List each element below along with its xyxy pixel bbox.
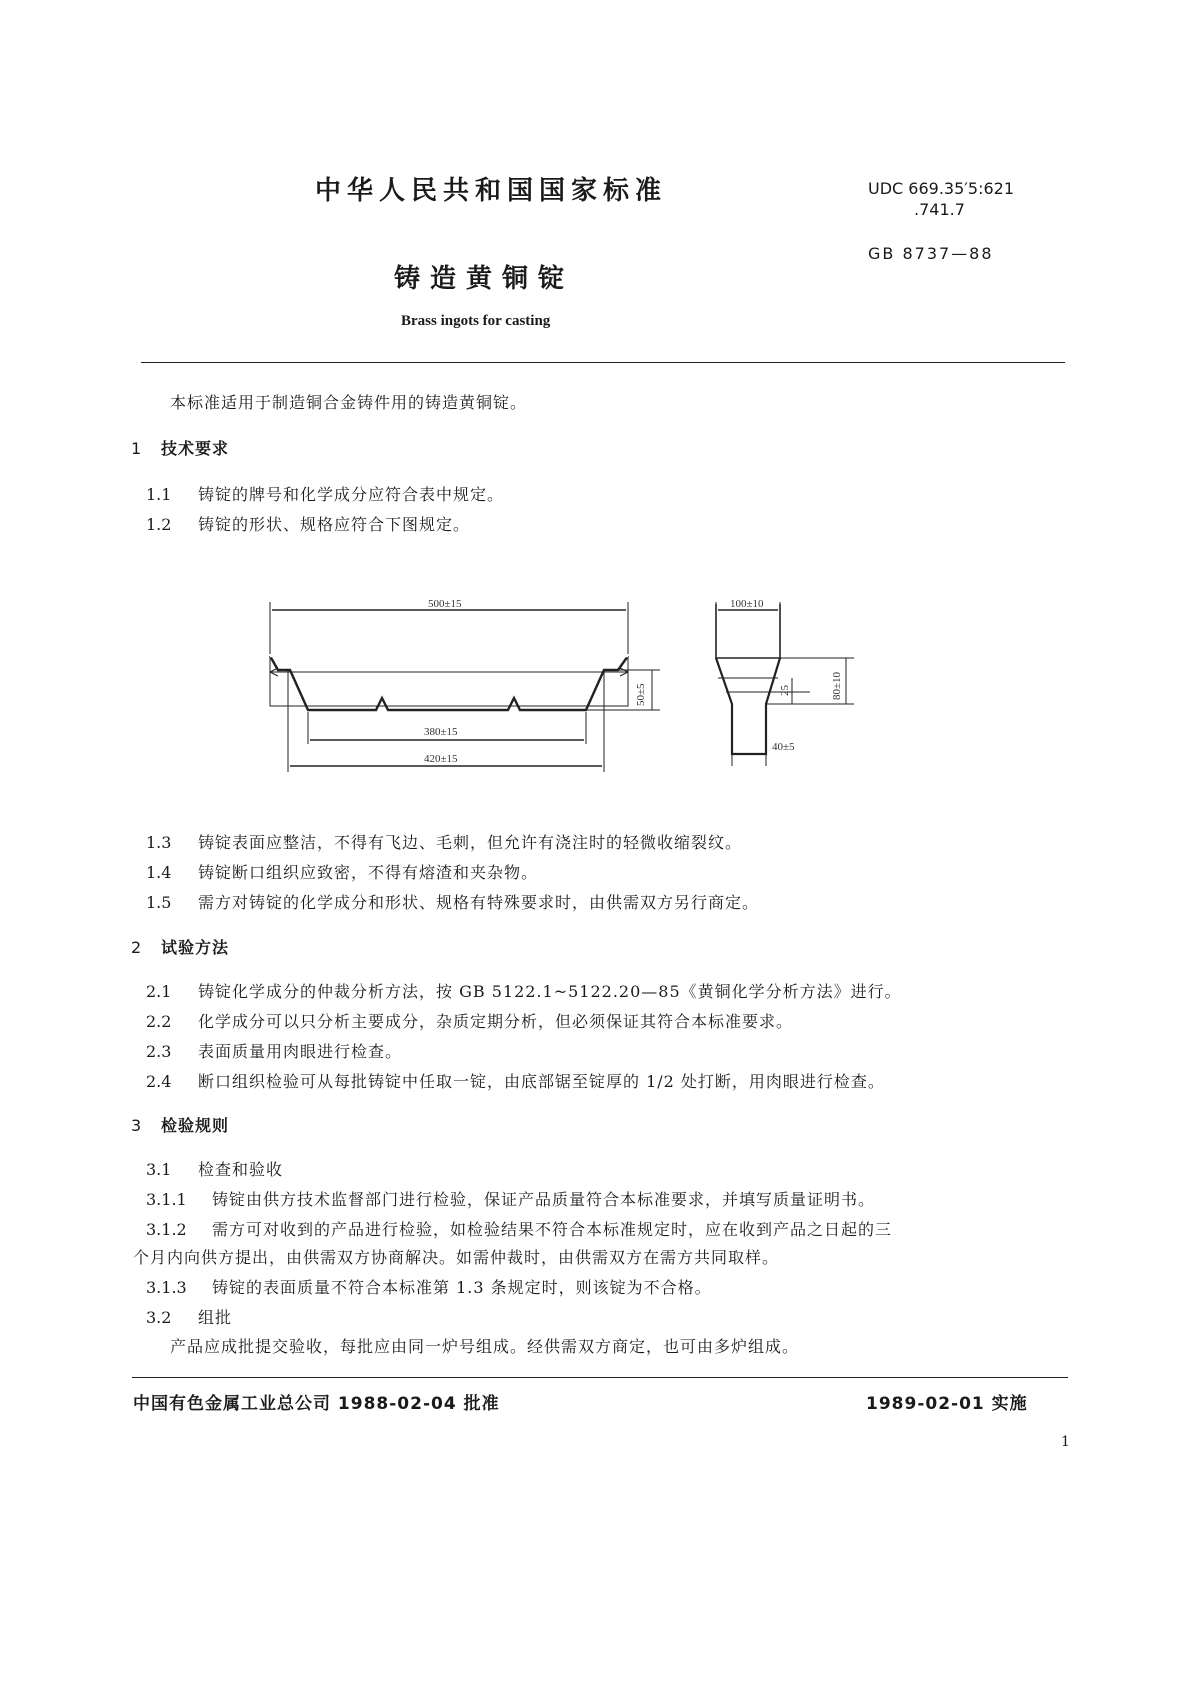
clause-number: 3.1.2 <box>146 1220 187 1239</box>
clause-text: 铸锭表面应整洁，不得有飞边、毛刺，但允许有浇注时的轻微收缩裂纹。 <box>198 833 743 852</box>
udc-line-1: UDC 669.35′5:621 <box>868 179 1015 198</box>
section-3-heading <box>131 1113 229 1136</box>
clause-text: 铸锭断口组织应致密，不得有熔渣和夹杂物。 <box>198 863 539 882</box>
page-number: 1 <box>1061 1434 1070 1450</box>
clause-text: 需方对铸锭的化学成分和形状、规格有特殊要求时，由供需双方另行商定。 <box>198 893 760 912</box>
ingot-diagram <box>280 598 880 820</box>
clause-number: 3.2 <box>146 1308 172 1327</box>
clause-number: 2.2 <box>146 1012 172 1031</box>
clause-text: 铸锭由供方技术监督部门进行检验，保证产品质量符合本标准要求，并填写质量证明书。 <box>212 1190 876 1209</box>
clause-text: 铸锭的牌号和化学成分应符合表中规定。 <box>198 485 505 504</box>
clause-number: 1.4 <box>146 863 172 882</box>
clause-text: 检查和验收 <box>198 1160 284 1179</box>
clause-1-2 <box>146 512 470 535</box>
clause-number: 3.1.3 <box>146 1278 187 1297</box>
dim-top-width: 100±10 <box>730 598 764 610</box>
clause-text: 铸锭化学成分的仲裁分析方法，按 GB 5122.1~5122.20—85《黄铜化学分析方法》进行。 <box>198 982 902 1001</box>
footer-divider <box>132 1377 1068 1378</box>
approval-line: 中国有色金属工业总公司 1988-02-04 批准 <box>133 1394 500 1414</box>
section-1-heading <box>131 436 229 459</box>
dim-total-height: 80±10 <box>831 671 843 700</box>
clause-number: 2.4 <box>146 1072 172 1091</box>
clause-1-4 <box>146 860 538 883</box>
clause-3-1-2-continued: 个月内向供方提出，由供需双方协商解决。如需仲裁时，由供需双方在需方共同取样。 <box>133 1248 780 1267</box>
clause-text: 铸锭的表面质量不符合本标准第 1.3 条规定时，则该锭为不合格。 <box>212 1278 712 1297</box>
top-dim-extension <box>270 656 628 706</box>
header-divider <box>141 362 1065 363</box>
clause-3-2 <box>146 1305 232 1328</box>
dim-inner-bottom: 380±15 <box>424 726 458 738</box>
clause-text: 表面质量用肉眼进行检查。 <box>198 1042 403 1061</box>
clause-text: 组批 <box>198 1308 233 1327</box>
clause-1-3 <box>146 830 742 853</box>
clause-number: 1.2 <box>146 515 172 534</box>
standard-title: 中华人民共和国国家标准 <box>315 176 668 206</box>
dim-bottom-width: 40±5 <box>772 741 795 753</box>
dim-outer-bottom: 420±15 <box>424 753 458 765</box>
clause-number: 2.1 <box>146 982 172 1001</box>
clause-number: 3.1.1 <box>146 1190 187 1209</box>
gb-number: GB 8737—88 <box>868 244 994 263</box>
section-number: 1 <box>131 439 143 458</box>
clause-3-2-text: 产品应成批提交验收，每批应由同一炉号组成。经供需双方商定，也可由多炉组成。 <box>170 1337 800 1356</box>
english-title: Brass ingots for casting <box>401 313 551 329</box>
dim-height-side: 50±5 <box>635 683 647 706</box>
dim-top-length: 500±15 <box>428 598 462 610</box>
clause-text: 化学成分可以只分析主要成分，杂质定期分析，但必须保证其符合本标准要求。 <box>198 1012 794 1031</box>
clause-number: 1.1 <box>146 485 172 504</box>
clause-number: 3.1 <box>146 1160 172 1179</box>
section-number: 2 <box>131 938 143 957</box>
clause-text: 铸锭的形状、规格应符合下图规定。 <box>198 515 471 534</box>
clause-number: 1.5 <box>146 893 172 912</box>
effective-date: 1989-02-01 实施 <box>866 1394 1028 1414</box>
clause-3-1-2 <box>146 1217 892 1240</box>
intro-paragraph: 本标准适用于制造铜合金铸件用的铸造黄铜锭。 <box>170 393 528 412</box>
clause-text: 需方可对收到的产品进行检验，如检验结果不符合本标准规定时，应在收到产品之日起的三 <box>212 1220 893 1239</box>
clause-number: 2.3 <box>146 1042 172 1061</box>
dim-mid: 25 <box>779 685 791 696</box>
clause-2-3 <box>146 1039 402 1062</box>
section-title: 检验规则 <box>161 1116 230 1135</box>
udc-line-2: .741.7 <box>914 200 965 219</box>
section-title: 试验方法 <box>161 938 230 957</box>
clause-1-5 <box>146 890 759 913</box>
clause-2-2 <box>146 1009 793 1032</box>
clause-number: 1.3 <box>146 833 172 852</box>
section-number: 3 <box>131 1116 143 1135</box>
clause-2-4 <box>146 1069 885 1092</box>
clause-1-1 <box>146 482 504 505</box>
clause-2-1 <box>146 979 902 1002</box>
section-2-heading <box>131 935 229 958</box>
clause-3-1 <box>146 1157 283 1180</box>
udc-code <box>868 178 1014 220</box>
clause-3-1-1 <box>146 1187 875 1210</box>
section-title: 技术要求 <box>161 439 230 458</box>
document-title: 铸造黄铜锭 <box>394 264 575 294</box>
clause-text: 断口组织检验可从每批铸锭中任取一锭，由底部锯至锭厚的 1/2 处打断，用肉眼进行检查。 <box>198 1072 885 1091</box>
clause-3-1-3 <box>146 1275 712 1298</box>
